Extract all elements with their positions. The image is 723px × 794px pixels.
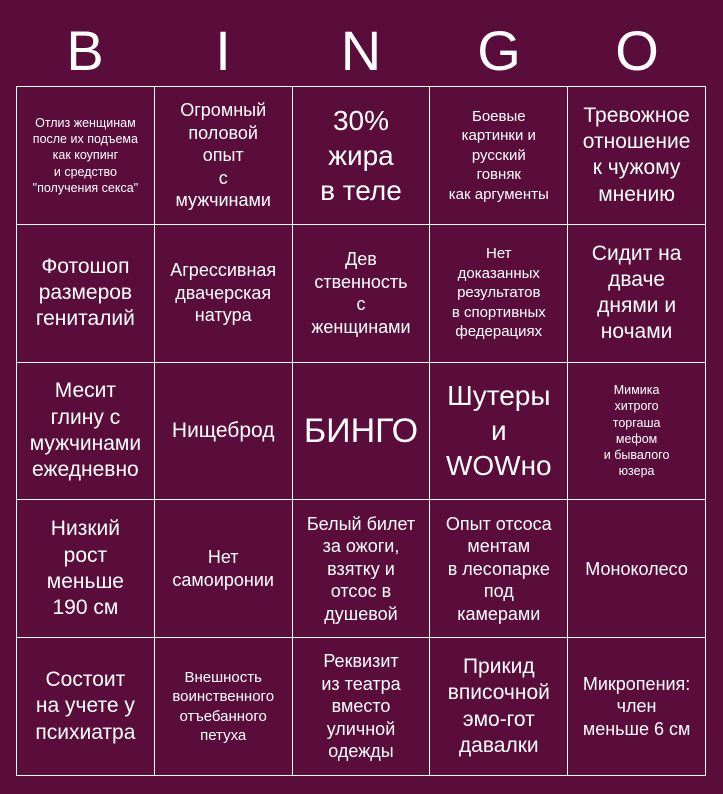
header-letter-n: N [340,19,382,82]
bingo-cell-r1c2[interactable]: Огромный половой опыт с мужчинами [155,87,293,225]
bingo-cell-free-space[interactable]: БИНГО [293,363,431,501]
bingo-cell-r2c3[interactable]: Дев ственность с женщинами [293,225,431,363]
bingo-header [16,18,706,84]
bingo-cell-r1c4[interactable]: Боевые картинки и русский говняк как аргументы [430,87,568,225]
bingo-cell-r1c3[interactable]: 30% жира в теле [293,87,431,225]
bingo-cell-r2c2[interactable]: Агрессивная двачерская натура [155,225,293,363]
bingo-cell-r2c4[interactable]: Нет доказанных результатов в спортивных федерациях [430,225,568,363]
bingo-cell-r4c4[interactable]: Опыт отсоса ментам в лесопарке под камерами [430,500,568,638]
bingo-cell-r5c3[interactable]: Реквизит из театра вместо уличной одежды [293,638,431,776]
bingo-cell-r2c1[interactable]: Фотошоп размеров гениталий [17,225,155,363]
header-letter-b: B [66,19,104,82]
bingo-cell-r5c4[interactable]: Прикид вписочной эмо-гот давалки [430,638,568,776]
bingo-cell-r2c5[interactable]: Сидит на дваче днями и ночами [568,225,706,363]
bingo-cell-r3c2[interactable]: Нищеброд [155,363,293,501]
bingo-grid [16,86,706,776]
header-letter-i: I [215,19,231,82]
bingo-cell-r5c5[interactable]: Микропения: член меньше 6 см [568,638,706,776]
bingo-cell-r4c2[interactable]: Нет самоиронии [155,500,293,638]
bingo-cell-r4c5[interactable]: Моноколесо [568,500,706,638]
bingo-cell-r3c1[interactable]: Месит глину с мужчинами ежедневно [17,363,155,501]
header-letter-o: O [615,19,659,82]
bingo-cell-r1c5[interactable]: Тревожное отношение к чужому мнению [568,87,706,225]
bingo-cell-r4c3[interactable]: Белый билет за ожоги, взятку и отсос в душевой [293,500,431,638]
bingo-cell-r1c1[interactable]: Отлиз женщинам после их подъема как коупинг и средство "получения секса" [17,87,155,225]
bingo-cell-r3c4[interactable]: Шутеры и WOWно [430,363,568,501]
bingo-cell-r4c1[interactable]: Низкий рост меньше 190 см [17,500,155,638]
bingo-cell-r5c1[interactable]: Состоит на учете у психиатра [17,638,155,776]
bingo-cell-r5c2[interactable]: Внешность воинственного отъебанного петуха [155,638,293,776]
header-letter-g: G [477,19,521,82]
bingo-cell-r3c5[interactable]: Мимика хитрого торгаша мефом и бывалого юзера [568,363,706,501]
